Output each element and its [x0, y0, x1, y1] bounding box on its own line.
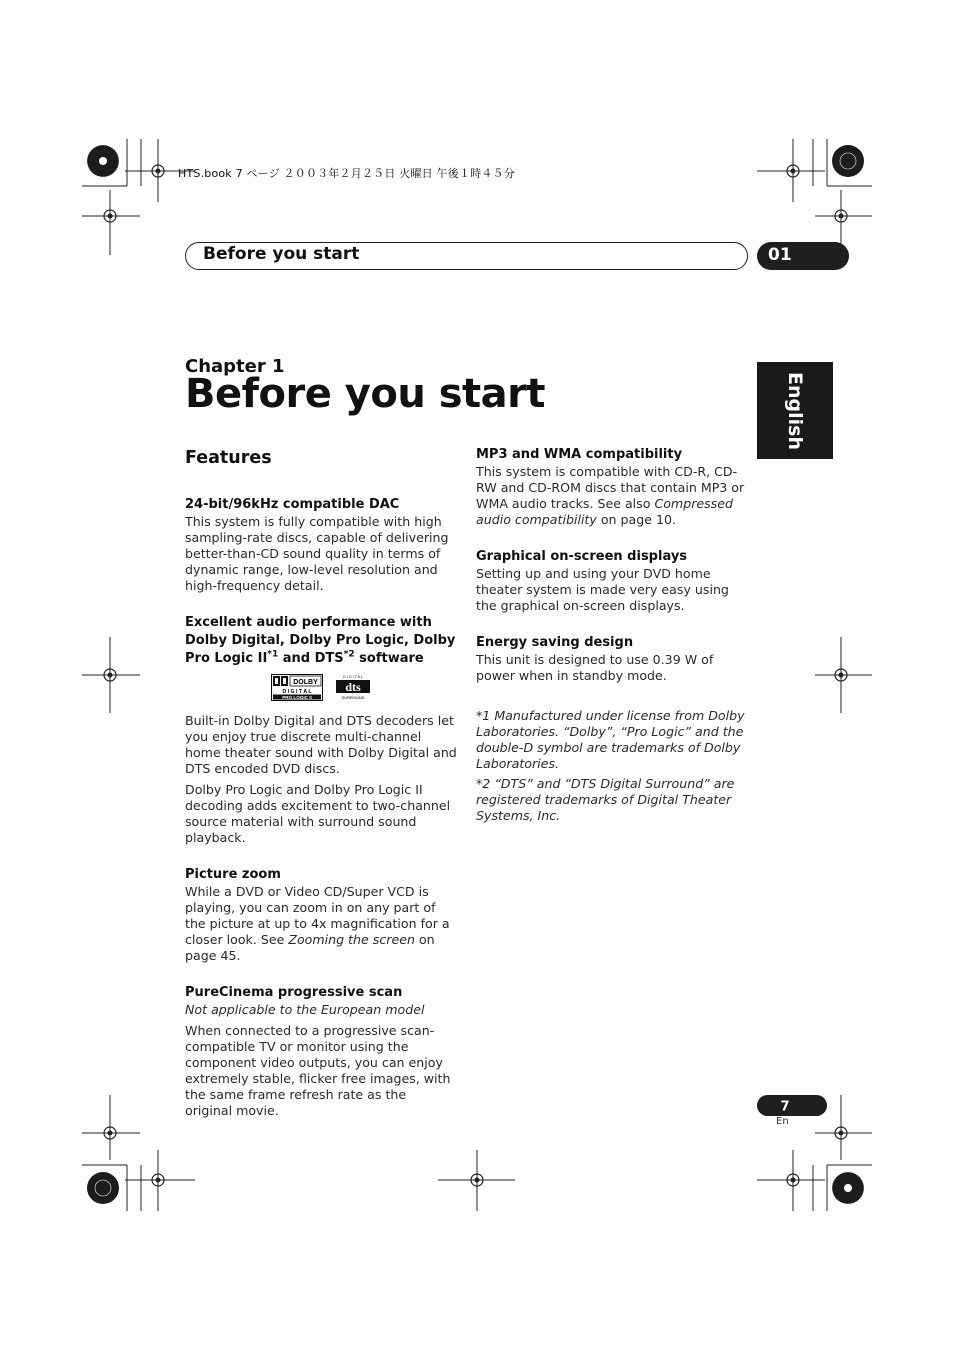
- heading-mp3: MP3 and WMA compatibility: [476, 447, 683, 462]
- dolby-logo-word: DOLBY: [293, 679, 318, 686]
- footnote-ref-1: *1: [267, 649, 279, 660]
- dts-logo-bottom: SURROUND: [341, 695, 365, 700]
- body-dac: This system is fully compatible with high sampling-rate discs, capable of delivering better-than-CD sound quality in terms of dynamic range, low-level resolution and high-frequency detail.: [185, 514, 449, 593]
- footnote-ref-2: *2: [343, 649, 355, 660]
- body-mp3-ref: Compressed audio compatibility: [476, 496, 733, 527]
- heading-dac: 24-bit/96kHz compatible DAC: [185, 497, 400, 512]
- body-energy: This unit is designed to use 0.39 W of power when in standby mode.: [476, 652, 714, 683]
- heading-dolby: [185, 614, 457, 668]
- language-tab: [757, 362, 833, 459]
- heading-energy: Energy saving design: [476, 635, 634, 650]
- left-column: [185, 446, 457, 1119]
- body-mp3-text: This system is compatible with CD-R, CD-RW and CD-ROM discs that contain MP3 or WMA audio tracks. See also: [476, 464, 745, 511]
- body-zoom: [185, 884, 457, 964]
- dolby-logo-prologic: PRO LOGIC II: [282, 695, 312, 700]
- footnote-1: *1 Manufactured under license from Dolby Laboratories. “Dolby”, “Pro Logic” and the double-D symbol are trademarks of Dolby Laboratories.: [476, 708, 745, 771]
- note-purecinema: [185, 1002, 457, 1018]
- right-column: [476, 446, 748, 828]
- body-dolby-1: Built-in Dolby Digital and DTS decoders let you enjoy true discrete multi-channel home theater sound with Dolby Digital and DTS encoded DVD discs.: [185, 713, 457, 776]
- page-number-badge: [757, 1095, 827, 1116]
- dts-logo-mark: dts: [345, 680, 361, 694]
- body-zoom-text: While a DVD or Video CD/Super VCD is playing, you can zoom in on any part of the picture at up to 4x magnification for a closer look. See: [185, 884, 450, 947]
- heading-purecinema: PureCinema progressive scan: [185, 985, 403, 1000]
- note-purecinema-text: Not applicable to the European model: [185, 1002, 425, 1017]
- dts-logo-top: D I G I T A L: [343, 675, 363, 679]
- body-mp3: [476, 464, 748, 528]
- heading-dolby-part3: software: [354, 651, 424, 666]
- print-metadata: HTS.book 7 ページ ２００３年２月２５日 火曜日 午後１時４５分: [178, 167, 515, 180]
- body-mp3-page: on page 10.: [596, 512, 677, 527]
- dolby-logo: [271, 674, 323, 701]
- chapter-label: Chapter 1: [185, 356, 285, 377]
- heading-osd: Graphical on-screen displays: [476, 549, 688, 564]
- body-zoom-page: on page 45.: [185, 932, 435, 963]
- chapter-number-badge: 01: [757, 242, 849, 270]
- page-number: 7: [780, 1099, 790, 1115]
- dts-logo: [335, 674, 371, 701]
- section-title-features: Features: [185, 448, 272, 468]
- page-title: Before you start: [185, 371, 546, 417]
- body-purecinema: When connected to a progressive scan-compatible TV or monitor using the component video outputs, you can enjoy extremely stable, flicker free images, with the same frame refresh rate as the original movie.: [185, 1023, 451, 1118]
- body-osd: Setting up and using your DVD home theater system is made very easy using the graphical on-screen displays.: [476, 566, 729, 613]
- heading-dolby-part1: Excellent audio performance with Dolby Digital, Dolby Pro Logic, Dolby Pro Logic II: [185, 615, 456, 666]
- page-lang-code: En: [776, 1116, 789, 1127]
- running-header-title: Before you start: [203, 244, 360, 264]
- dolby-logo-digital: D I G I T A L: [282, 689, 312, 695]
- body-dolby-2: Dolby Pro Logic and Dolby Pro Logic II decoding adds excitement to two-channel source material with surround sound playback.: [185, 782, 451, 845]
- footnote-2: *2 “DTS” and “DTS Digital Surround” are registered trademarks of Digital Theater Systems, Inc.: [476, 776, 735, 823]
- language-tab-label: English: [784, 371, 806, 450]
- body-zoom-ref: Zooming the screen: [288, 932, 415, 947]
- heading-zoom: Picture zoom: [185, 867, 281, 882]
- audio-logos: [271, 674, 457, 701]
- heading-dolby-part2: and DTS: [278, 651, 344, 666]
